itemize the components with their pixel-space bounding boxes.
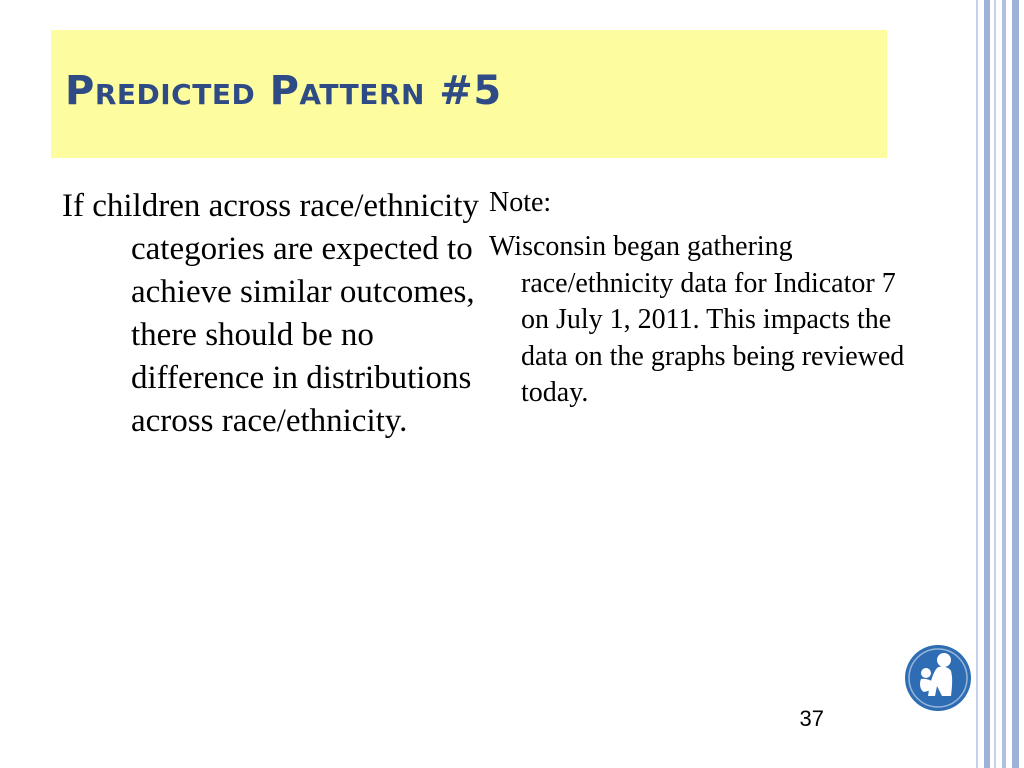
note-section [489,185,905,412]
body-text: If children across race/ethnicity categories are expected to achieve similar outcomes, there should be no difference in distributions across race/ethnicity. [62,188,479,439]
note-label: Note: [489,187,552,218]
slide-border [972,0,1024,768]
page-number: 37 [799,706,824,731]
note-text: Wisconsin began gathering race/ethnicity data for Indicator 7 on July 1, 2011. This impacts the data on the graphs being reviewed today. [489,231,905,408]
parent-child-logo-icon [904,644,972,712]
title-banner [51,30,887,158]
slide-title: Predicted Pattern #5 [65,68,502,114]
